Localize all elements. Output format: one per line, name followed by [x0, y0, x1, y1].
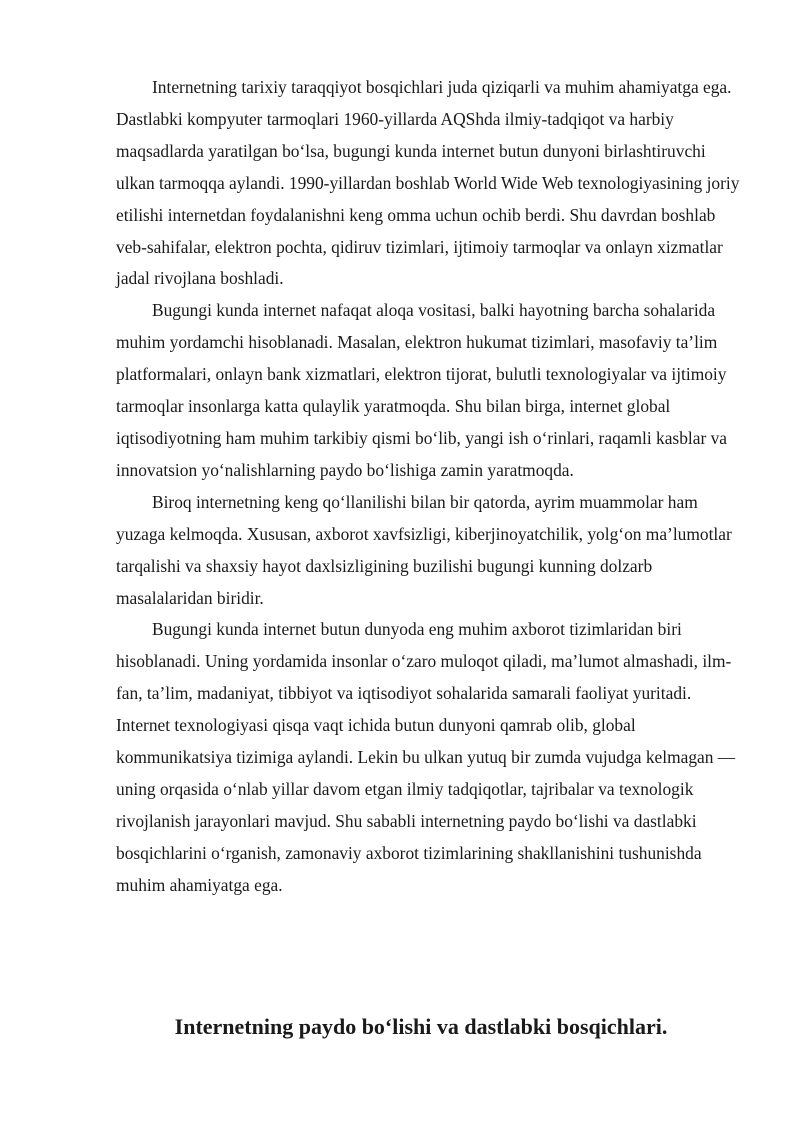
- section-heading: Internetning paydo bo‘lishi va dastlabki bosqichlari.: [174, 1014, 668, 1039]
- paragraph-4: Bugungi kunda internet butun dunyoda eng muhim axborot tizimlaridan biri hisoblanadi. Uning yordamida insonlar o‘zaro muloqot qiladi, ma’lumot almashadi, ilm-fan, ta’lim, madaniyat, tibbiyot va iqtisodiyot sohalarida samarali faoliyat yuritadi. Internet texnologiyasi qisqa vaqt ichida butun dunyoni qamrab olib, global kommunikatsiya tizimiga aylandi. Lekin bu ulkan yutuq bir zumda vujudga kelmagan — uning orqasida o‘nlab yillar davom etgan ilmiy tadqiqotlar, tajribalar va texnologik rivojlanish jarayonlari mavjud. Shu sababli internetning paydo bo‘lishi va dastlabki bosqichlarini o‘rganish, zamonaviy axborot tizimlarining shakllanishini tushunishda muhim ahamiyatga ega.: [116, 619, 736, 895]
- paragraph-2: Bugungi kunda internet nafaqat aloqa vositasi, balki hayotning barcha sohalarida muhim yordamchi hisoblanadi. Masalan, elektron hukumat tizimlari, masofaviy ta’lim platformalari, onlayn bank xizmatlari, elektron tijorat, bulutli texnologiyalar va ijtimoiy tarmoqlar insonlarga katta qulaylik yaratmoqda. Shu bilan birga, internet global iqtisodiyotning ham muhim tarkibiy qismi bo‘lib, yangi ish o‘rinlari, raqamli kasblar va innovatsion yo‘nalishlarning paydo bo‘lishiga zamin yaratmoqda.: [116, 300, 727, 480]
- body-text: [116, 72, 746, 902]
- paragraph-3: Biroq internetning keng qo‘llanilishi bilan bir qatorda, ayrim muammolar ham yuzaga kelmoqda. Xususan, axborot xavfsizligi, kiberjinoyatchilik, yolg‘on ma’lumotlar tarqalishi va shaxsiy hayot daxlsizligining buzilishi bugungi kunning dolzarb masalalaridan biridir.: [116, 491, 732, 608]
- paragraph-1: Internetning tarixiy taraqqiyot bosqichlari juda qiziqarli va muhim ahamiyatga ega. Dastlabki kompyuter tarmoqlari 1960-yillarda AQShda ilmiy-tadqiqot va harbiy maqsadlarda yaratilgan bo‘lsa, bugungi kunda internet butun dunyoni birlashtiruvchi ulkan tarmoqqa aylandi. 1990-yillardan boshlab World Wide Web texnologiyasining joriy etilishi internetdan foydalanishni keng omma uchun ochib berdi. Shu davrdan boshlab veb-sahifalar, elektron pochta, qidiruv tizimlari, ijtimoiy tarmoqlar va onlayn xizmatlar jadal rivojlana boshladi.: [116, 77, 740, 289]
